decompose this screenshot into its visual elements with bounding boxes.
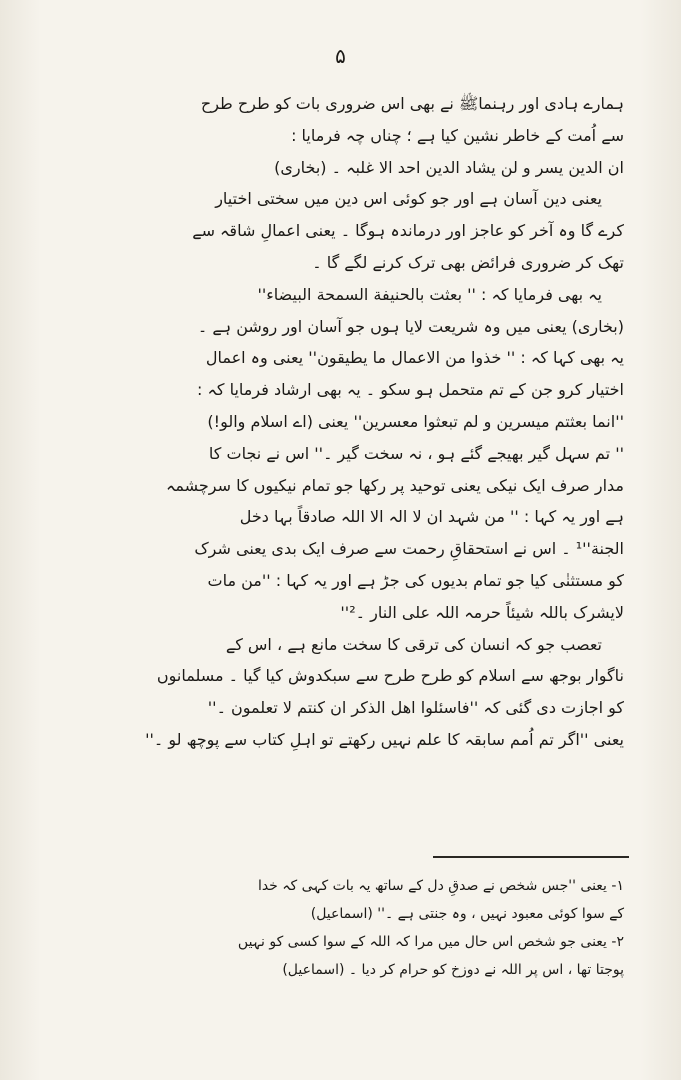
text-line: ہمارے ہادی اور رہنماﷺ نے بھی اس ضروری بات کو طرح طرح bbox=[200, 94, 624, 113]
text-line: لایشرک باللہ شیئاً حرمہ اللہ علی النار ۔²'' bbox=[340, 602, 624, 622]
text-line: الجنة''¹ ۔ اس نے استحقاقِ رحمت سے صرف ایک بدی یعنی شرک bbox=[194, 539, 624, 559]
text-line: اختیار کرو جن کے تم متحمل ہو سکو ۔ یہ بھی ارشاد فرمایا کہ : bbox=[197, 380, 624, 400]
text-line: یعنی ''اگر تم اُمم سابقہ کا علم نہیں رکھتے تو اہلِ کتاب سے پوچھ لو ۔'' bbox=[145, 729, 624, 749]
text-line: ''انما بعثتم میسرین و لم تبعثوا معسرین'' یعنی (اے اسلام والو!) bbox=[207, 411, 624, 431]
main-text bbox=[52, 88, 624, 756]
footnote-line: ۱- یعنی ''جس شخص نے صدقِ دل کے ساتھ یہ بات کہی کہ خدا bbox=[257, 878, 624, 894]
text-line: یعنی دین آسان ہے اور جو کوئی اس دین میں سختی اختیار bbox=[215, 189, 602, 209]
text-line: یہ بھی فرمایا کہ : '' بعثت بالحنیفة السمحة البیضاء'' bbox=[257, 284, 602, 304]
text-line: تھک کر ضروری فرائض بھی ترک کرنے لگے گا ۔ bbox=[312, 252, 624, 272]
text-line: کو مستثنٰی کیا جو تمام بدیوں کی جڑ ہے اور یہ کہا : ''من مات bbox=[207, 570, 624, 590]
text-line: مدار صرف ایک نیکی یعنی توحید پر رکھا جو تمام نیکیوں کا سرچشمہ bbox=[165, 475, 624, 495]
text-line: ناگوار بوجھ سے اسلام کو طرح طرح سے سبکدوش کیا گیا ۔ مسلمانوں bbox=[156, 666, 624, 686]
text-line: کرے گا وہ آخر کو عاجز اور درماندہ ہوگا ۔ یعنی اعمالِ شاقہ سے bbox=[192, 221, 624, 241]
text-line: یہ بھی کہا کہ : '' خذوا من الاعمال ما یطیقون'' یعنی وہ اعمال bbox=[205, 348, 624, 368]
text-line: تعصب جو کہ انسان کی ترقی کا سخت مانع ہے ، اس کے bbox=[225, 634, 602, 654]
footnote-line: ۲- یعنی جو شخص اس حال میں مرا کہ اللہ کے سوا کسی کو نہیں bbox=[237, 934, 624, 950]
footnote-divider bbox=[433, 856, 629, 858]
text-line: ہے اور یہ کہا : '' من شہد ان لا الہ الا اللہ صادقاً بہا دخل bbox=[239, 507, 624, 527]
footnote-line: پوجتا تھا ، اس پر اللہ نے دوزخ کو حرام کر دیا ۔ (اسماعیل) bbox=[282, 962, 624, 978]
text-line: '' تم سہل گیر بھیجے گئے ہو ، نہ سخت گیر ۔'' اس نے نجات کا bbox=[208, 443, 624, 463]
footnote-line: کے سوا کوئی معبود نہیں ، وہ جنتی ہے ۔'' (اسماعیل) bbox=[310, 906, 624, 922]
footnotes bbox=[52, 872, 624, 984]
page-number: ۵ bbox=[335, 44, 346, 68]
text-line: کو اجازت دی گئی کہ ''فاسئلوا اهل الذکر ان کنتم لا تعلمون ۔'' bbox=[207, 698, 624, 718]
text-line: ان الدین یسر و لن یشاد الدین احد الا غلبہ ۔ (بخاری) bbox=[274, 157, 624, 177]
text-line: سے اُمت کے خاطر نشین کیا ہے ؛ چناں چہ فرمایا : bbox=[291, 125, 624, 145]
text-line: (بخاری) یعنی میں وہ شریعت لایا ہوں جو آسان اور روشن ہے ۔ bbox=[197, 316, 624, 336]
